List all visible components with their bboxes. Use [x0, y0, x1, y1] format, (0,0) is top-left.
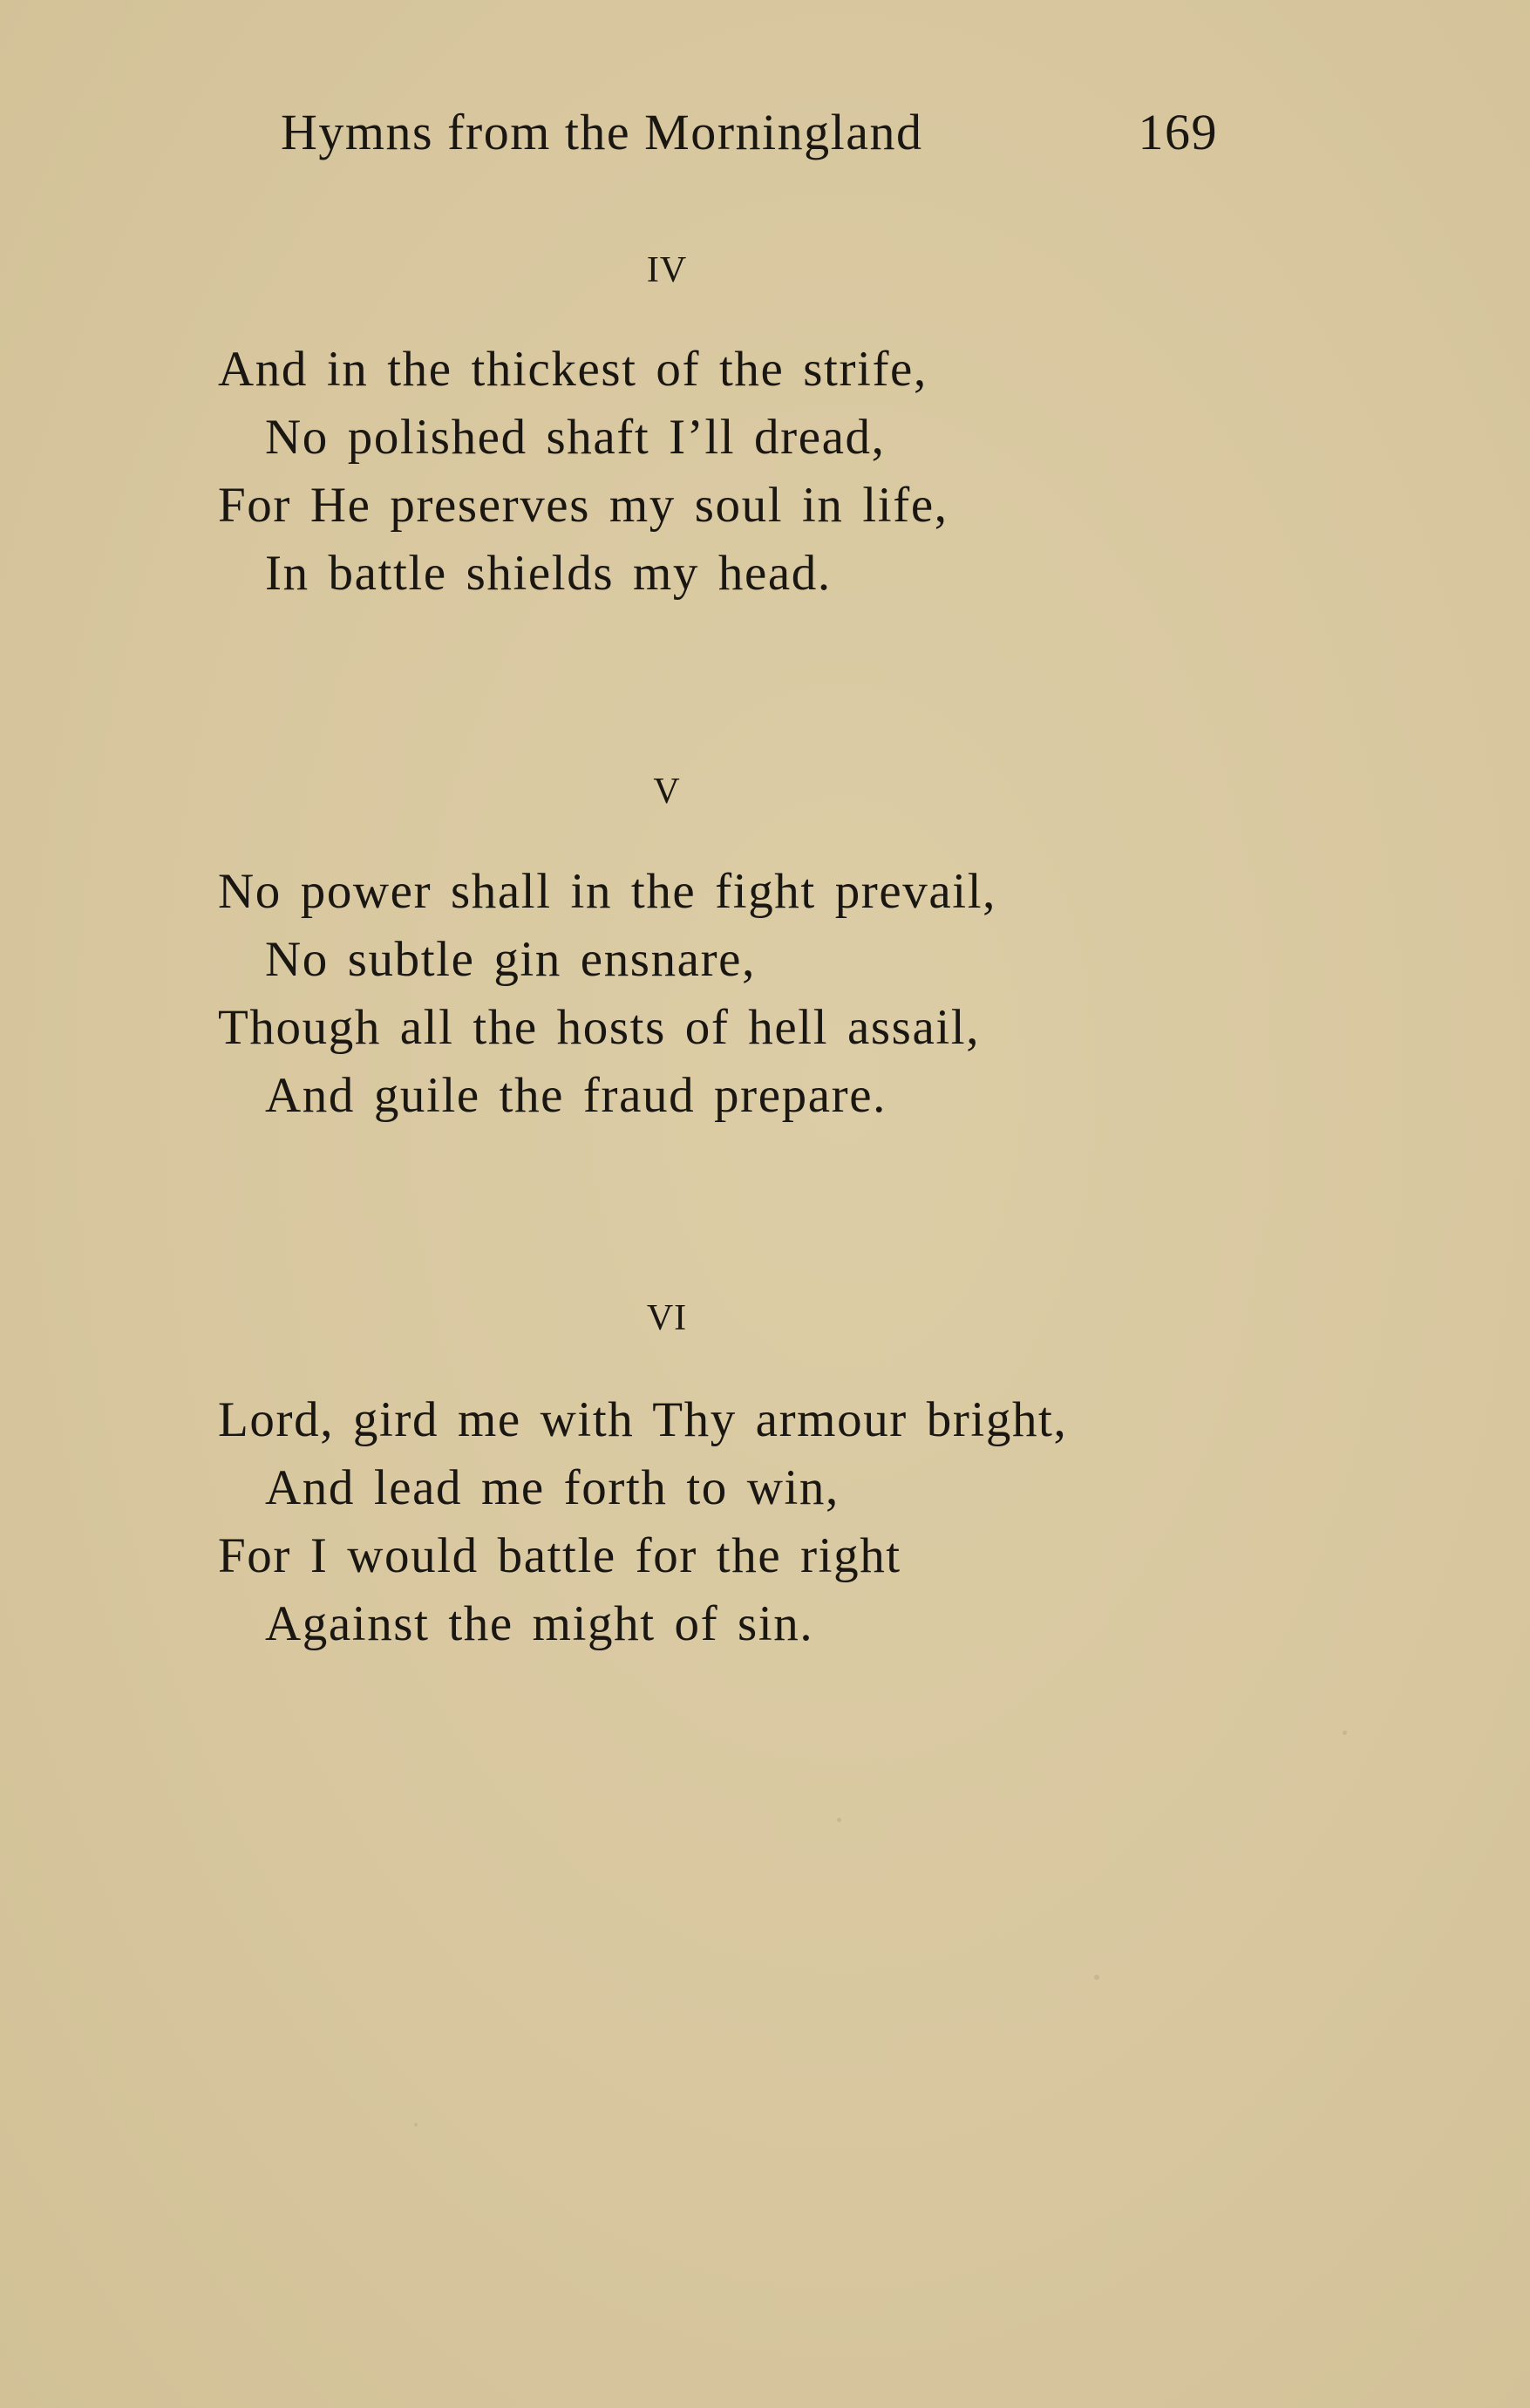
stanza-numeral-vi: VI — [646, 1298, 688, 1338]
stanza-line: Lord, gird me with Thy armour bright, — [218, 1392, 1068, 1447]
stanza-line: And lead me forth to win, — [265, 1460, 840, 1515]
stanza-v — [218, 858, 1264, 1130]
stanza-numeral-v: V — [653, 772, 681, 812]
paper-speck — [1343, 1731, 1347, 1735]
paper-speck — [414, 2123, 418, 2126]
stanza-line: Against the might of sin. — [265, 1596, 814, 1651]
stanza-line: Though all the hosts of hell assail, — [218, 1000, 981, 1055]
paper-speck — [837, 1818, 841, 1822]
running-header — [281, 98, 1218, 167]
stanza-line: No polished shaft I’ll dread, — [265, 410, 886, 465]
running-title: Hymns from the Morningland — [281, 104, 923, 160]
stanza-numeral-iv: IV — [646, 250, 688, 290]
stanza-line: And in the thickest of the strife, — [218, 342, 928, 397]
stanza-line: And guile the fraud prepare. — [265, 1068, 887, 1123]
stanza-line: For He preserves my soul in life, — [218, 478, 949, 533]
stanza-vi — [218, 1386, 1264, 1658]
paper-speck — [1094, 1975, 1099, 1980]
stanza-line: No subtle gin ensnare, — [265, 932, 756, 987]
page-number: 169 — [1138, 104, 1218, 160]
stanza-line: No power shall in the fight prevail, — [218, 864, 996, 919]
stanza-line: For I would battle for the right — [218, 1528, 901, 1583]
stanza-iv — [218, 336, 1264, 608]
stanza-line: In battle shields my head. — [265, 546, 832, 601]
